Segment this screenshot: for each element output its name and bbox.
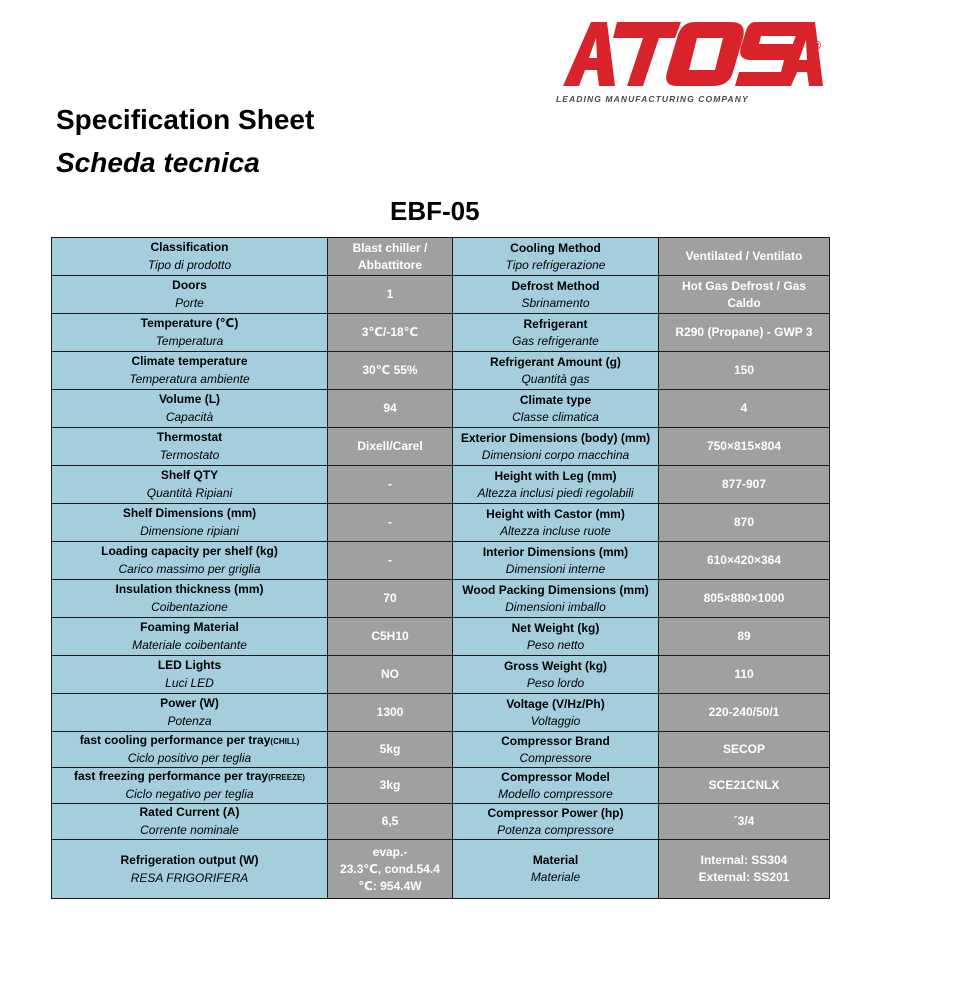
right-spec-value — [659, 466, 830, 504]
spec-label-en-text: Wood Packing Dimensions (mm) — [462, 582, 649, 597]
left-spec-label — [52, 732, 328, 768]
spec-value-line: R290 (Propane) - GWP 3 — [675, 325, 813, 339]
spec-value-line: 5kg — [379, 742, 401, 756]
spec-label-en-text: Temperature (℃) — [140, 316, 239, 330]
right-spec-label — [453, 314, 659, 352]
spec-value-line: - — [388, 515, 392, 529]
left-spec-label — [52, 504, 328, 542]
spec-value-line: 750×815×804 — [706, 439, 782, 453]
right-spec-label-it: Dimensioni imballo — [505, 599, 606, 614]
left-spec-label-en — [56, 353, 323, 371]
left-spec-value — [328, 542, 453, 580]
left-spec-label-it: Temperatura — [155, 334, 224, 348]
spec-row — [52, 276, 830, 314]
spec-label-en-text: Volume (L) — [158, 392, 221, 406]
spec-value-line: 110 — [734, 667, 754, 681]
left-spec-value — [328, 352, 453, 390]
spec-label-suffix: (FREEZE) — [268, 773, 305, 782]
spec-value-line: Abbattitore — [358, 257, 422, 272]
spec-value-line: Ventilated / Ventilato — [685, 249, 803, 263]
spec-label-en-text: Compressor Power (hp) — [487, 805, 624, 820]
spec-label-en-text: Material — [532, 853, 579, 867]
left-spec-label — [52, 314, 328, 352]
left-spec-label — [52, 656, 328, 694]
spec-label-en-text: fast freezing performance per tray — [74, 769, 269, 783]
right-spec-label-en — [457, 852, 654, 869]
left-spec-label-it: Materiale coibentante — [132, 638, 247, 652]
spec-label-en-text: Doors — [172, 278, 207, 292]
right-spec-label-en — [457, 278, 654, 295]
spec-value-line: 4 — [740, 401, 748, 415]
left-spec-value — [328, 732, 453, 768]
left-spec-value — [328, 840, 453, 899]
spec-row — [52, 314, 830, 352]
right-spec-label-it: Dimensioni corpo macchina — [481, 447, 630, 462]
left-spec-label — [52, 238, 328, 276]
brand-tagline: LEADING MANUFACTURING COMPANY — [556, 94, 749, 104]
spec-label-en-text: Loading capacity per shelf (kg) — [101, 544, 278, 558]
specification-table — [51, 237, 830, 899]
left-spec-label-en — [56, 505, 323, 523]
right-spec-label-en — [457, 658, 654, 675]
right-spec-label-en — [457, 620, 654, 637]
spec-value-line: 220-240/50/1 — [708, 705, 780, 719]
left-spec-label-it: Potenza — [167, 714, 212, 728]
left-spec-label-it: Quantità Ripiani — [146, 486, 233, 500]
right-spec-label-it: Peso lordo — [526, 675, 585, 690]
right-spec-label-it: Altezza inclusi piedi regolabili — [477, 485, 634, 500]
right-spec-label-en — [457, 468, 654, 485]
right-spec-value — [659, 352, 830, 390]
right-spec-label-it: Dimensioni interne — [505, 561, 606, 576]
page-title-italian: Scheda tecnica — [56, 147, 260, 178]
right-spec-label-it: Compressore — [519, 750, 592, 765]
right-spec-label-it: Voltaggio — [530, 713, 581, 728]
left-spec-label — [52, 352, 328, 390]
spec-label-en-text: Interior Dimensions (mm) — [482, 544, 629, 559]
model-number: EBF-05 — [390, 196, 480, 226]
left-spec-value — [328, 694, 453, 732]
left-spec-label — [52, 428, 328, 466]
right-spec-value — [659, 804, 830, 840]
spec-row — [52, 352, 830, 390]
left-spec-value — [328, 238, 453, 276]
right-spec-value — [659, 656, 830, 694]
spec-label-en-text: Insulation thickness (mm) — [115, 582, 264, 596]
spec-value-line: SCE21CNLX — [708, 778, 780, 792]
spec-value-line: ´3/4 — [733, 814, 755, 828]
left-spec-label-it: Tipo di prodotto — [147, 258, 232, 272]
spec-label-en-text: Classification — [150, 240, 229, 254]
specification-table-body — [52, 238, 830, 899]
left-spec-label-en — [56, 391, 323, 409]
spec-label-en-text: Rated Current (A) — [139, 805, 240, 819]
right-spec-label-it: Altezza incluse ruote — [500, 523, 611, 538]
spec-label-en-text: Net Weight (kg) — [511, 620, 600, 635]
spec-label-en-text: Refrigerant — [523, 316, 588, 331]
spec-row — [52, 694, 830, 732]
left-spec-label-en — [56, 768, 323, 786]
spec-row — [52, 466, 830, 504]
left-spec-label-en — [56, 429, 323, 447]
spec-value-line: Caldo — [727, 295, 761, 310]
left-spec-label-it: Carico massimo per griglia — [118, 562, 261, 576]
right-spec-label — [453, 390, 659, 428]
spec-label-en-text: Cooling Method — [510, 240, 601, 255]
spec-row — [52, 238, 830, 276]
left-spec-label-it: Luci LED — [165, 676, 214, 690]
spec-value-line: 94 — [383, 401, 397, 415]
right-spec-label-it: Potenza compressore — [497, 822, 614, 837]
right-spec-label-en — [457, 392, 654, 409]
page-title: Specification Sheet — [56, 104, 315, 135]
spec-label-en-text: Compressor Model — [501, 769, 610, 784]
left-spec-label-it: Dimensione ripiani — [140, 524, 239, 538]
spec-label-en-text: Climate type — [519, 392, 592, 407]
right-spec-label-it: Tipo refrigerazione — [505, 257, 606, 272]
spec-row — [52, 390, 830, 428]
atosa-logo-mark — [555, 14, 830, 94]
left-spec-label-en — [56, 277, 323, 295]
left-spec-label-it: Ciclo negativo per teglia — [125, 787, 254, 801]
right-spec-label — [453, 732, 659, 768]
spec-row — [52, 618, 830, 656]
left-spec-label — [52, 580, 328, 618]
right-spec-value — [659, 428, 830, 466]
right-spec-label — [453, 352, 659, 390]
left-spec-label-it: RESA FRIGORIFERA — [130, 870, 249, 885]
left-spec-label — [52, 466, 328, 504]
left-spec-value — [328, 656, 453, 694]
right-spec-label-en — [457, 240, 654, 257]
left-spec-label — [52, 840, 328, 899]
left-spec-label-it: Coibentazione — [151, 600, 228, 614]
spec-row — [52, 804, 830, 840]
right-spec-label-it: Materiale — [530, 870, 581, 884]
right-spec-value — [659, 314, 830, 352]
spec-row — [52, 580, 830, 618]
left-spec-label-en — [56, 804, 323, 822]
right-spec-label-en — [457, 430, 654, 447]
spec-row — [52, 732, 830, 768]
spec-value-line: 1300 — [376, 705, 404, 719]
left-spec-label-en — [56, 852, 323, 870]
left-spec-label-it: Ciclo positivo per teglia — [127, 751, 252, 765]
right-spec-label-it: Modello compressore — [498, 786, 613, 801]
left-spec-label — [52, 618, 328, 656]
right-spec-label — [453, 542, 659, 580]
left-spec-label — [52, 542, 328, 580]
left-spec-label-en — [56, 581, 323, 599]
spec-value-line: ℃: 954.4W — [358, 878, 422, 893]
spec-value-line: External: SS201 — [698, 870, 790, 884]
right-spec-value — [659, 768, 830, 804]
spec-label-en-text: Thermostat — [156, 430, 223, 444]
right-spec-value — [659, 390, 830, 428]
spec-value-line: evap.- — [372, 844, 408, 859]
spec-value-line: - — [388, 477, 392, 491]
left-spec-label-it: Capacità — [165, 410, 214, 424]
right-spec-label — [453, 840, 659, 899]
right-spec-label-en — [457, 769, 654, 786]
right-spec-label-it: Gas refrigerante — [512, 333, 599, 348]
spec-row — [52, 428, 830, 466]
spec-value-line: C5H10 — [371, 629, 409, 643]
right-spec-label-en — [457, 316, 654, 333]
right-spec-value — [659, 840, 830, 899]
spec-value-line: 23.3℃, cond.54.4 — [340, 861, 440, 876]
left-spec-label — [52, 276, 328, 314]
right-spec-value — [659, 504, 830, 542]
spec-label-en-text: Gross Weight (kg) — [503, 658, 608, 673]
spec-value-line: Blast chiller / — [352, 240, 428, 255]
left-spec-label — [52, 390, 328, 428]
spec-value-line: Dixell/Carel — [357, 439, 423, 453]
right-spec-label-en — [457, 733, 654, 750]
left-spec-label-en — [56, 467, 323, 485]
left-spec-value — [328, 390, 453, 428]
spec-value-line: SECOP — [722, 742, 765, 756]
left-spec-label — [52, 804, 328, 840]
right-spec-label — [453, 656, 659, 694]
left-spec-value — [328, 768, 453, 804]
right-spec-label-it: Classe climatica — [512, 409, 599, 424]
spec-label-en-text: Shelf QTY — [160, 468, 219, 482]
right-spec-value — [659, 276, 830, 314]
spec-value-line: Internal: SS304 — [700, 853, 788, 867]
spec-label-suffix: (CHILL) — [270, 737, 300, 746]
right-spec-label-it: Peso netto — [526, 637, 585, 652]
left-spec-label-en — [56, 657, 323, 675]
spec-value-line: 6,5 — [381, 814, 399, 828]
right-spec-label — [453, 694, 659, 732]
spec-label-en-text: Height with Castor (mm) — [486, 506, 625, 521]
right-spec-label — [453, 238, 659, 276]
spec-value-line: 70 — [383, 591, 397, 605]
spec-value-line: 3kg — [379, 778, 401, 792]
left-spec-value — [328, 276, 453, 314]
spec-value-line: - — [388, 553, 392, 567]
right-spec-value — [659, 542, 830, 580]
left-spec-label-en — [56, 239, 323, 257]
left-spec-label-en — [56, 619, 323, 637]
right-spec-value — [659, 580, 830, 618]
spec-label-en-text: fast cooling performance per tray — [79, 733, 271, 747]
spec-label-en-text: Exterior Dimensions (body) (mm) — [460, 430, 651, 445]
right-spec-value — [659, 618, 830, 656]
spec-row — [52, 840, 830, 899]
right-spec-label-it: Quantità gas — [521, 371, 590, 386]
left-spec-label-en — [56, 543, 323, 561]
spec-row — [52, 768, 830, 804]
spec-label-en-text: Defrost Method — [511, 278, 600, 293]
left-spec-value — [328, 428, 453, 466]
spec-label-en-text: Foaming Material — [140, 620, 239, 634]
spec-value-line: 1 — [386, 287, 394, 301]
left-spec-value — [328, 504, 453, 542]
spec-value-line: 89 — [737, 629, 751, 643]
spec-value-line: 805×880×1000 — [703, 591, 785, 605]
spec-value-line: 610×420×364 — [706, 553, 782, 567]
left-spec-label-en — [56, 732, 323, 750]
spec-value-line: 30℃ 55% — [362, 363, 418, 377]
right-spec-value — [659, 238, 830, 276]
spec-label-en-text: Refrigeration output (W) — [120, 852, 259, 867]
right-spec-label — [453, 504, 659, 542]
left-spec-value — [328, 466, 453, 504]
left-spec-label-it: Corrente nominale — [140, 823, 239, 837]
spec-row — [52, 656, 830, 694]
spec-value-line: 870 — [733, 515, 755, 529]
spec-label-en-text: Voltage (V/Hz/Ph) — [506, 696, 605, 711]
left-spec-label-en — [56, 695, 323, 713]
left-spec-label-it: Temperatura ambiente — [129, 372, 250, 386]
right-spec-label-en — [457, 354, 654, 371]
left-spec-value — [328, 314, 453, 352]
right-spec-label-en — [457, 696, 654, 713]
right-spec-label — [453, 580, 659, 618]
left-spec-label — [52, 768, 328, 804]
right-spec-label — [453, 428, 659, 466]
left-spec-label-it: Termostato — [159, 448, 220, 462]
spec-value-line: Hot Gas Defrost / Gas — [681, 278, 807, 293]
spec-value-line: 150 — [733, 363, 755, 377]
spec-label-en-text: LED Lights — [157, 658, 222, 672]
right-spec-label — [453, 276, 659, 314]
left-spec-value — [328, 804, 453, 840]
right-spec-label — [453, 618, 659, 656]
spec-label-en-text: Refrigerant Amount (g) — [490, 354, 621, 369]
spec-row — [52, 542, 830, 580]
spec-value-line: 877-907 — [721, 477, 767, 491]
right-spec-label-it: Sbrinamento — [521, 295, 590, 310]
spec-value-line: NO — [381, 667, 399, 681]
spec-label-en-text: Compressor Brand — [501, 733, 610, 748]
spec-label-en-text: Climate temperature — [131, 354, 248, 368]
left-spec-label — [52, 694, 328, 732]
spec-label-en-text: Height with Leg (mm) — [494, 468, 617, 483]
spec-row — [52, 504, 830, 542]
spec-label-en-text: Shelf Dimensions (mm) — [122, 506, 257, 520]
right-spec-value — [659, 694, 830, 732]
right-spec-label — [453, 768, 659, 804]
right-spec-label — [453, 466, 659, 504]
right-spec-label-en — [457, 805, 654, 822]
right-spec-label-en — [457, 582, 654, 599]
left-spec-label-it: Porte — [175, 296, 204, 310]
registered-mark: ® — [813, 40, 822, 52]
left-spec-value — [328, 618, 453, 656]
right-spec-value — [659, 732, 830, 768]
right-spec-label-en — [457, 506, 654, 523]
spec-value-line: 3℃/-18℃ — [361, 325, 419, 339]
right-spec-label — [453, 804, 659, 840]
left-spec-label-en — [56, 315, 323, 333]
spec-label-en-text: Power (W) — [160, 696, 219, 710]
right-spec-label-en — [457, 544, 654, 561]
left-spec-value — [328, 580, 453, 618]
